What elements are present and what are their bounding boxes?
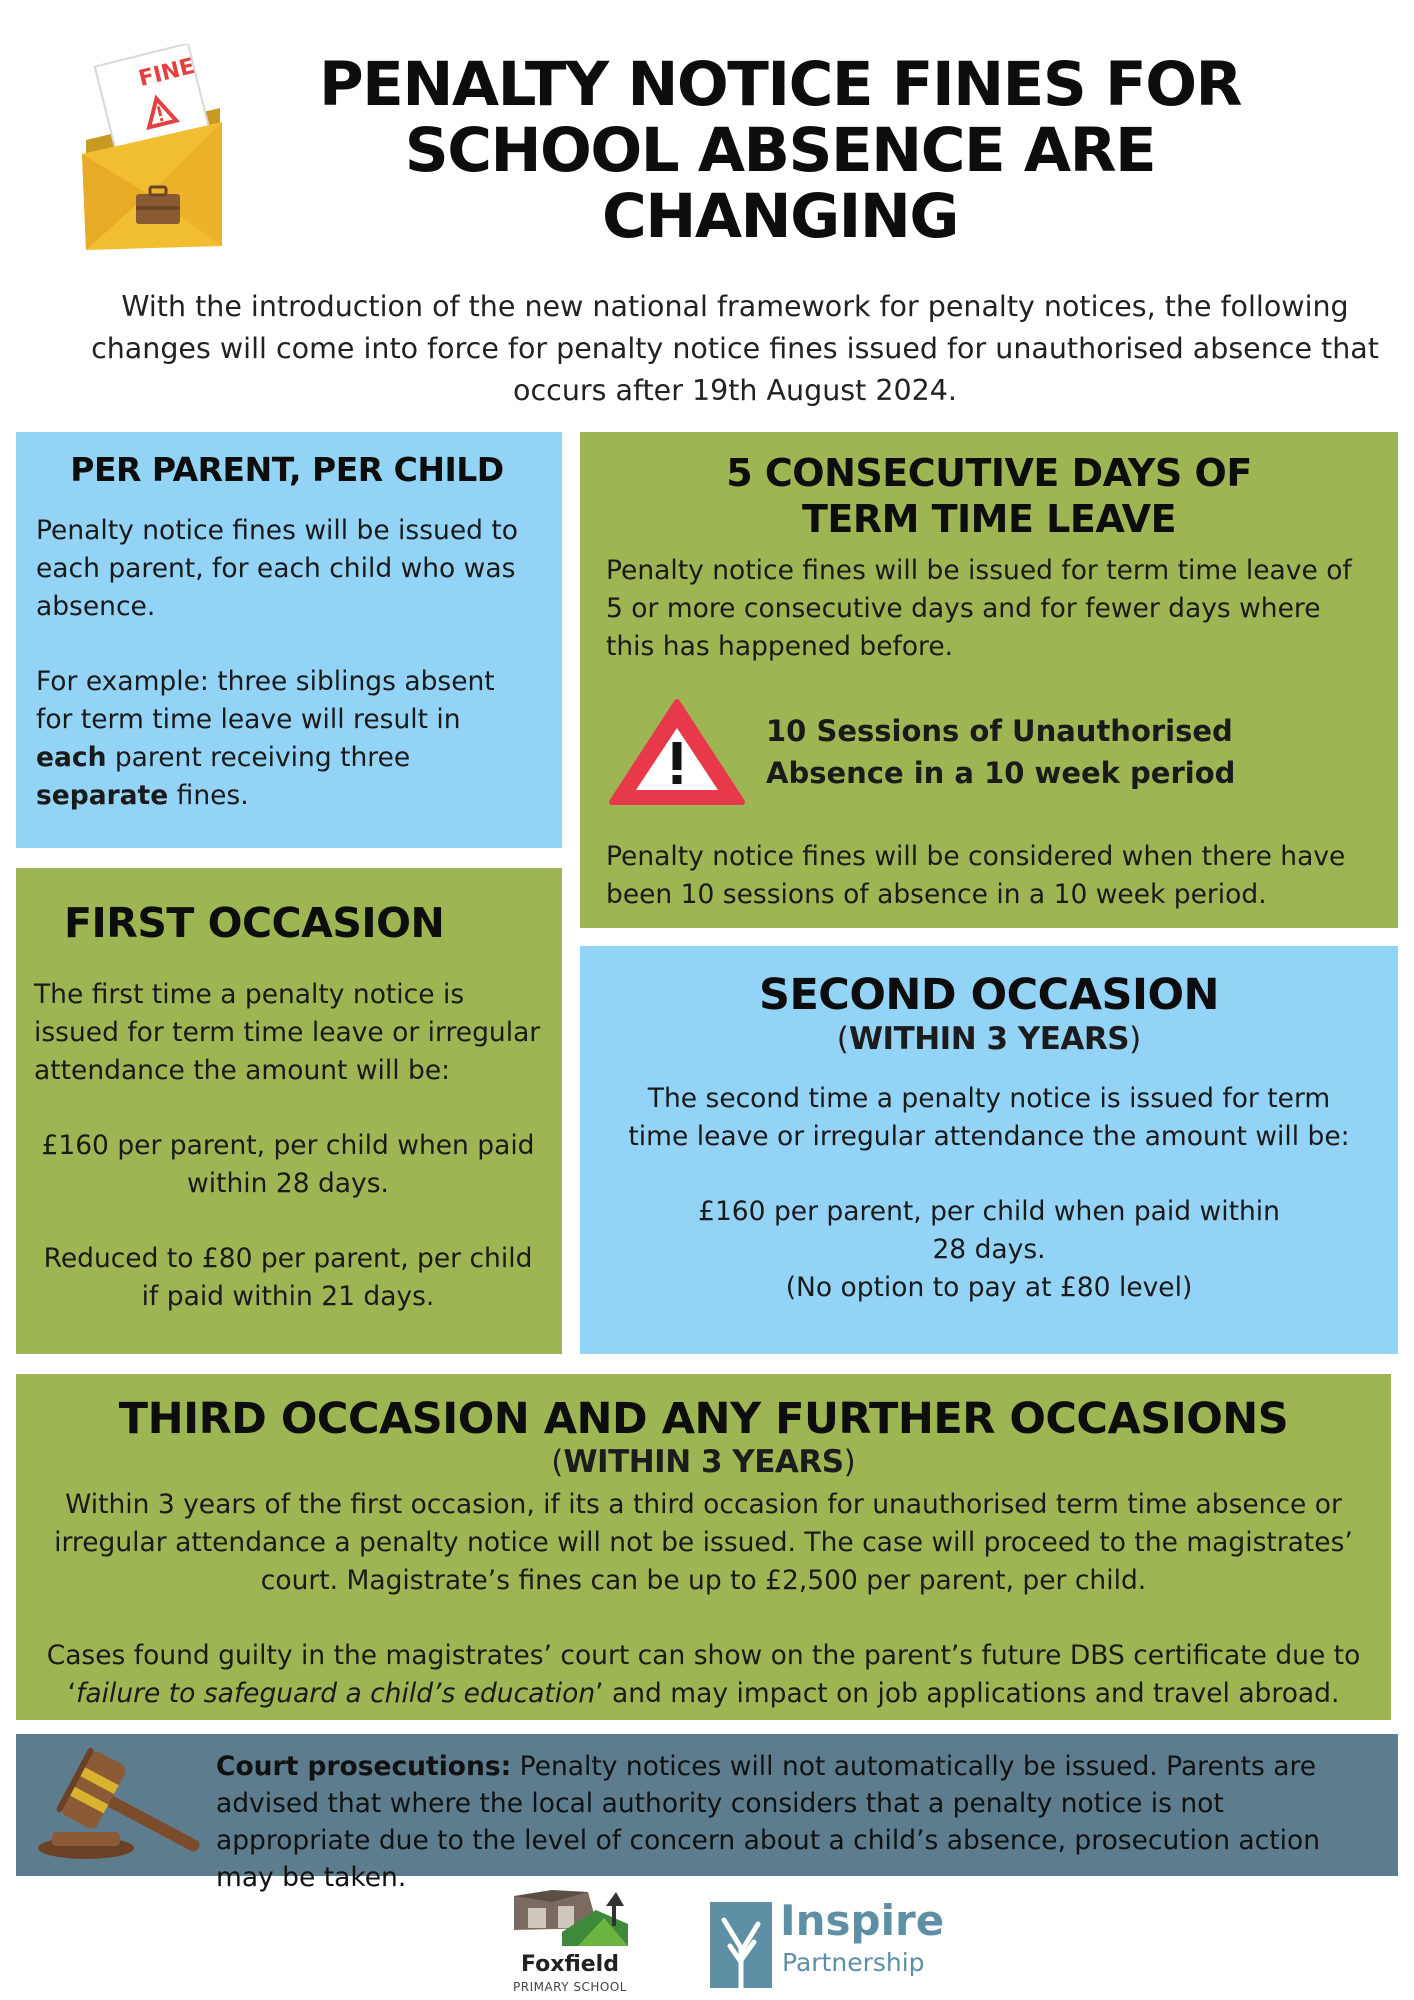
gavel-icon [30,1744,210,1868]
second-occasion-heading: SECOND OCCASION [758,970,1220,1020]
paren: ) [1129,1021,1142,1057]
within-3-years: WITHIN 3 YEARS [848,1021,1130,1057]
first-occasion-text: The first time a penalty notice is issued for term time leave or irregular attendance the amount will be: [34,979,541,1086]
second-occasion-text: The second time a penalty notice is issued for term time leave or irregular attendance the amount will be: [628,1083,1350,1152]
court-body: Penalty notices will not automatically be issued. Parents are advised that where the local authority considers that a penalty notice is not appropriate due to the level of concern about a child’s absence, prosecution action may be taken. [216,1751,1321,1893]
first-occasion-panel [16,868,562,1354]
paren: ) [843,1444,856,1480]
foxfield-subtitle: PRIMARY SCHOOL [513,1980,627,1994]
warning-triangle-icon [606,696,748,808]
school-building-icon [508,1888,632,1950]
first-occasion-amount: £160 per parent, per child when paid within 28 days. [41,1130,535,1199]
inspire-partnership-logo [706,1896,946,1992]
amount-line: (No option to pay at £80 level) [785,1272,1193,1303]
example-text: For example: three siblings absent for term time leave will result in [36,666,495,735]
court-prosecutions-text [216,1748,1374,1896]
example-text: parent receiving three [106,742,411,773]
per-parent-panel [16,432,562,848]
warning-line: 10 Sessions of Unauthorised [766,714,1233,748]
paren: ( [836,1021,849,1057]
foxfield-name: Foxfield [521,1952,619,1977]
court-prosecutions-panel [16,1734,1398,1893]
tree-mark-icon [710,1902,772,1988]
dbs-warning-text [46,1637,1361,1713]
dbs-text: Cases found guilty in the magistrates’ court can show on the parent’s future DBS certificate due to ‘ [46,1640,1361,1709]
third-occasion-subheading [46,1444,1361,1480]
paren: ( [551,1444,564,1480]
second-occasion-panel [580,946,1398,1354]
example-bold-separate: separate [36,780,169,811]
warning-row [606,696,1372,808]
third-occasion-heading: THIRD OCCASION AND ANY FURTHER OCCASIONS [118,1394,1289,1444]
example-bold-each: each [36,742,107,773]
inspire-subtitle: Partnership [782,1948,925,1977]
dbs-text: ’ and may impact on job applications and travel abroad. [595,1678,1340,1709]
sessions-text: Penalty notice fines will be considered when there have been 10 sessions of absence in a 10 week period. [606,841,1346,910]
per-parent-text: Penalty notice fines will be issued to each parent, for each child who was absence. [36,515,518,622]
dbs-italic-quote: failure to safeguard a child’s education [76,1678,596,1709]
inspire-name: Inspire [780,1896,945,1945]
consecutive-heading [606,450,1372,542]
consecutive-days-panel [580,432,1398,928]
third-occasion-panel [16,1374,1391,1720]
heading-line: TERM TIME LEAVE [801,497,1177,541]
amount-line: 28 days. [932,1234,1046,1265]
court-label: Court prosecutions: [216,1751,512,1782]
heading-line: 5 CONSECUTIVE DAYS OF [726,451,1252,495]
third-occasion-text: Within 3 years of the first occasion, if its a third occasion for unauthorised term time absence or irregular attendance a penalty notice will not be issued. The case will proceed to the magistrates’ court. Magistrate’s fines can be up to £2,500 per parent, per child. [54,1489,1353,1596]
amount-line: £160 per parent, per child when paid within [698,1196,1280,1227]
per-parent-heading: PER PARENT, PER CHILD [70,450,504,489]
page-title: PENALTY NOTICE FINES FOR SCHOOL ABSENCE ARE CHANGING [318,49,1242,252]
first-occasion-heading: FIRST OCCASION [64,899,445,947]
svg-text:FINE: FINE [136,53,198,92]
within-3-years: WITHIN 3 YEARS [563,1444,844,1480]
intro-paragraph: With the introduction of the new national framework for penalty notices, the following changes will come into force for penalty notice fines issued for unauthorised absence that occurs after 19th August 2024. [91,290,1379,407]
second-occasion-amount [606,1193,1372,1307]
fine-envelope-icon [78,44,228,260]
per-parent-example [36,663,538,815]
warning-text [766,710,1235,794]
foxfield-logo [500,1888,640,1996]
warning-line: Absence in a 10 week period [766,756,1236,790]
example-text: fines. [168,780,249,811]
second-occasion-subheading [606,1020,1372,1058]
consecutive-text: Penalty notice fines will be issued for term time leave of 5 or more consecutive days and for fewer days where this has happened before. [606,555,1352,662]
first-occasion-reduced: Reduced to £80 per parent, per child if paid within 21 days. [43,1243,533,1312]
